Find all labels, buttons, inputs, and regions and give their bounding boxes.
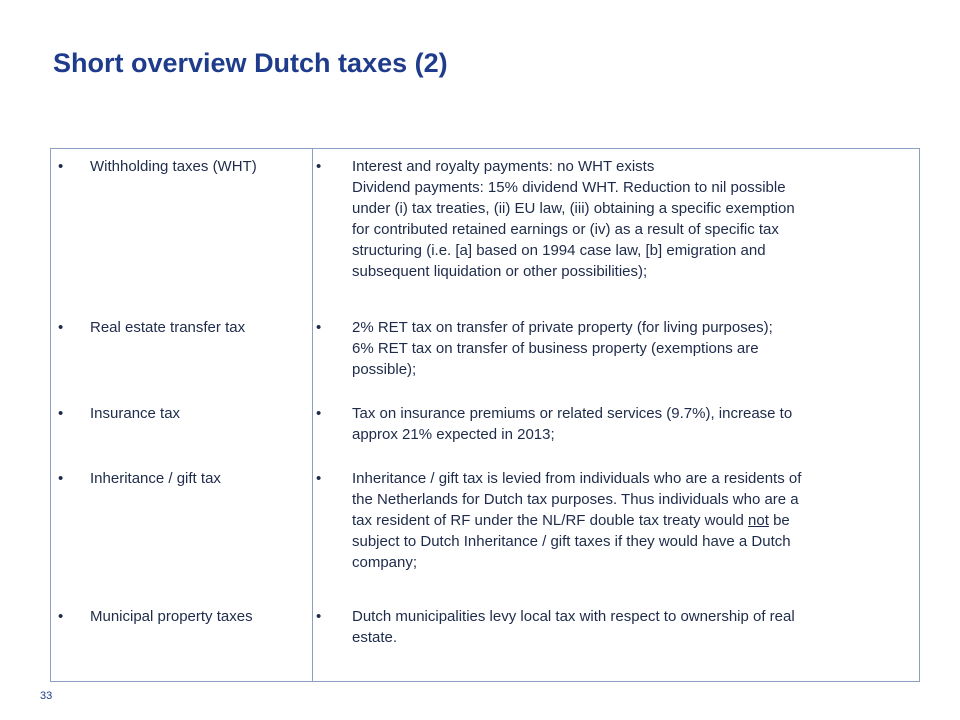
description-line: Tax on insurance premiums or related services (9.7%), increase to (352, 405, 793, 422)
description-line: Dividend payments: 15% dividend WHT. Reduction to nil possible (352, 179, 786, 196)
description-line: Interest and royalty payments: no WHT exists (352, 158, 655, 175)
description-line: subject to Dutch Inheritance / gift taxes if they would have a Dutch (352, 533, 791, 550)
tax-name: Real estate transfer tax (90, 319, 246, 336)
description-line: structuring (i.e. [a] based on 1994 case law, [b] emigration and (352, 242, 766, 259)
description-line: possible); (352, 361, 417, 378)
description-line: the Netherlands for Dutch tax purposes. Thus individuals who are a (352, 491, 799, 508)
bullet-icon: • (58, 470, 64, 487)
description-line: for contributed retained earnings or (iv) as a result of specific tax (352, 221, 779, 238)
description-line: Inheritance / gift tax is levied from individuals who are a residents of (352, 470, 802, 487)
tax-name: Inheritance / gift tax (90, 470, 221, 487)
description-line: company; (352, 554, 418, 571)
bullet-icon: • (58, 319, 64, 336)
bullet-icon: • (58, 608, 64, 625)
slide-title: Short overview Dutch taxes (2) (53, 48, 448, 78)
description-text: tax resident of RF under the NL/RF double tax treaty would (352, 512, 749, 529)
description-text: be (768, 512, 790, 529)
description-line: approx 21% expected in 2013; (352, 426, 555, 443)
description-line: Dutch municipalities levy local tax with respect to ownership of real (352, 608, 795, 625)
bullet-icon: • (316, 319, 322, 336)
description-line-with-emphasis (352, 510, 920, 531)
description-line: under (i) tax treaties, (ii) EU law, (iii) obtaining a specific exemption (352, 200, 795, 217)
bullet-icon: • (58, 405, 64, 422)
column-divider (312, 148, 313, 682)
bullet-icon: • (58, 158, 64, 175)
tax-name: Insurance tax (90, 405, 181, 422)
bullet-icon: • (316, 158, 322, 175)
tax-name: Withholding taxes (WHT) (90, 158, 257, 175)
tax-name: Municipal property taxes (90, 608, 253, 625)
bullet-icon: • (316, 470, 322, 487)
description-line: 6% RET tax on transfer of business property (exemptions are (352, 340, 759, 357)
bullet-icon: • (316, 405, 322, 422)
page-number: 33 (40, 690, 53, 702)
bullet-icon: • (316, 608, 322, 625)
description-line: estate. (352, 629, 398, 646)
description-line: subsequent liquidation or other possibilities); (352, 263, 648, 280)
description-line: 2% RET tax on transfer of private property (for living purposes); (352, 319, 773, 336)
underlined-word: not (748, 512, 769, 529)
